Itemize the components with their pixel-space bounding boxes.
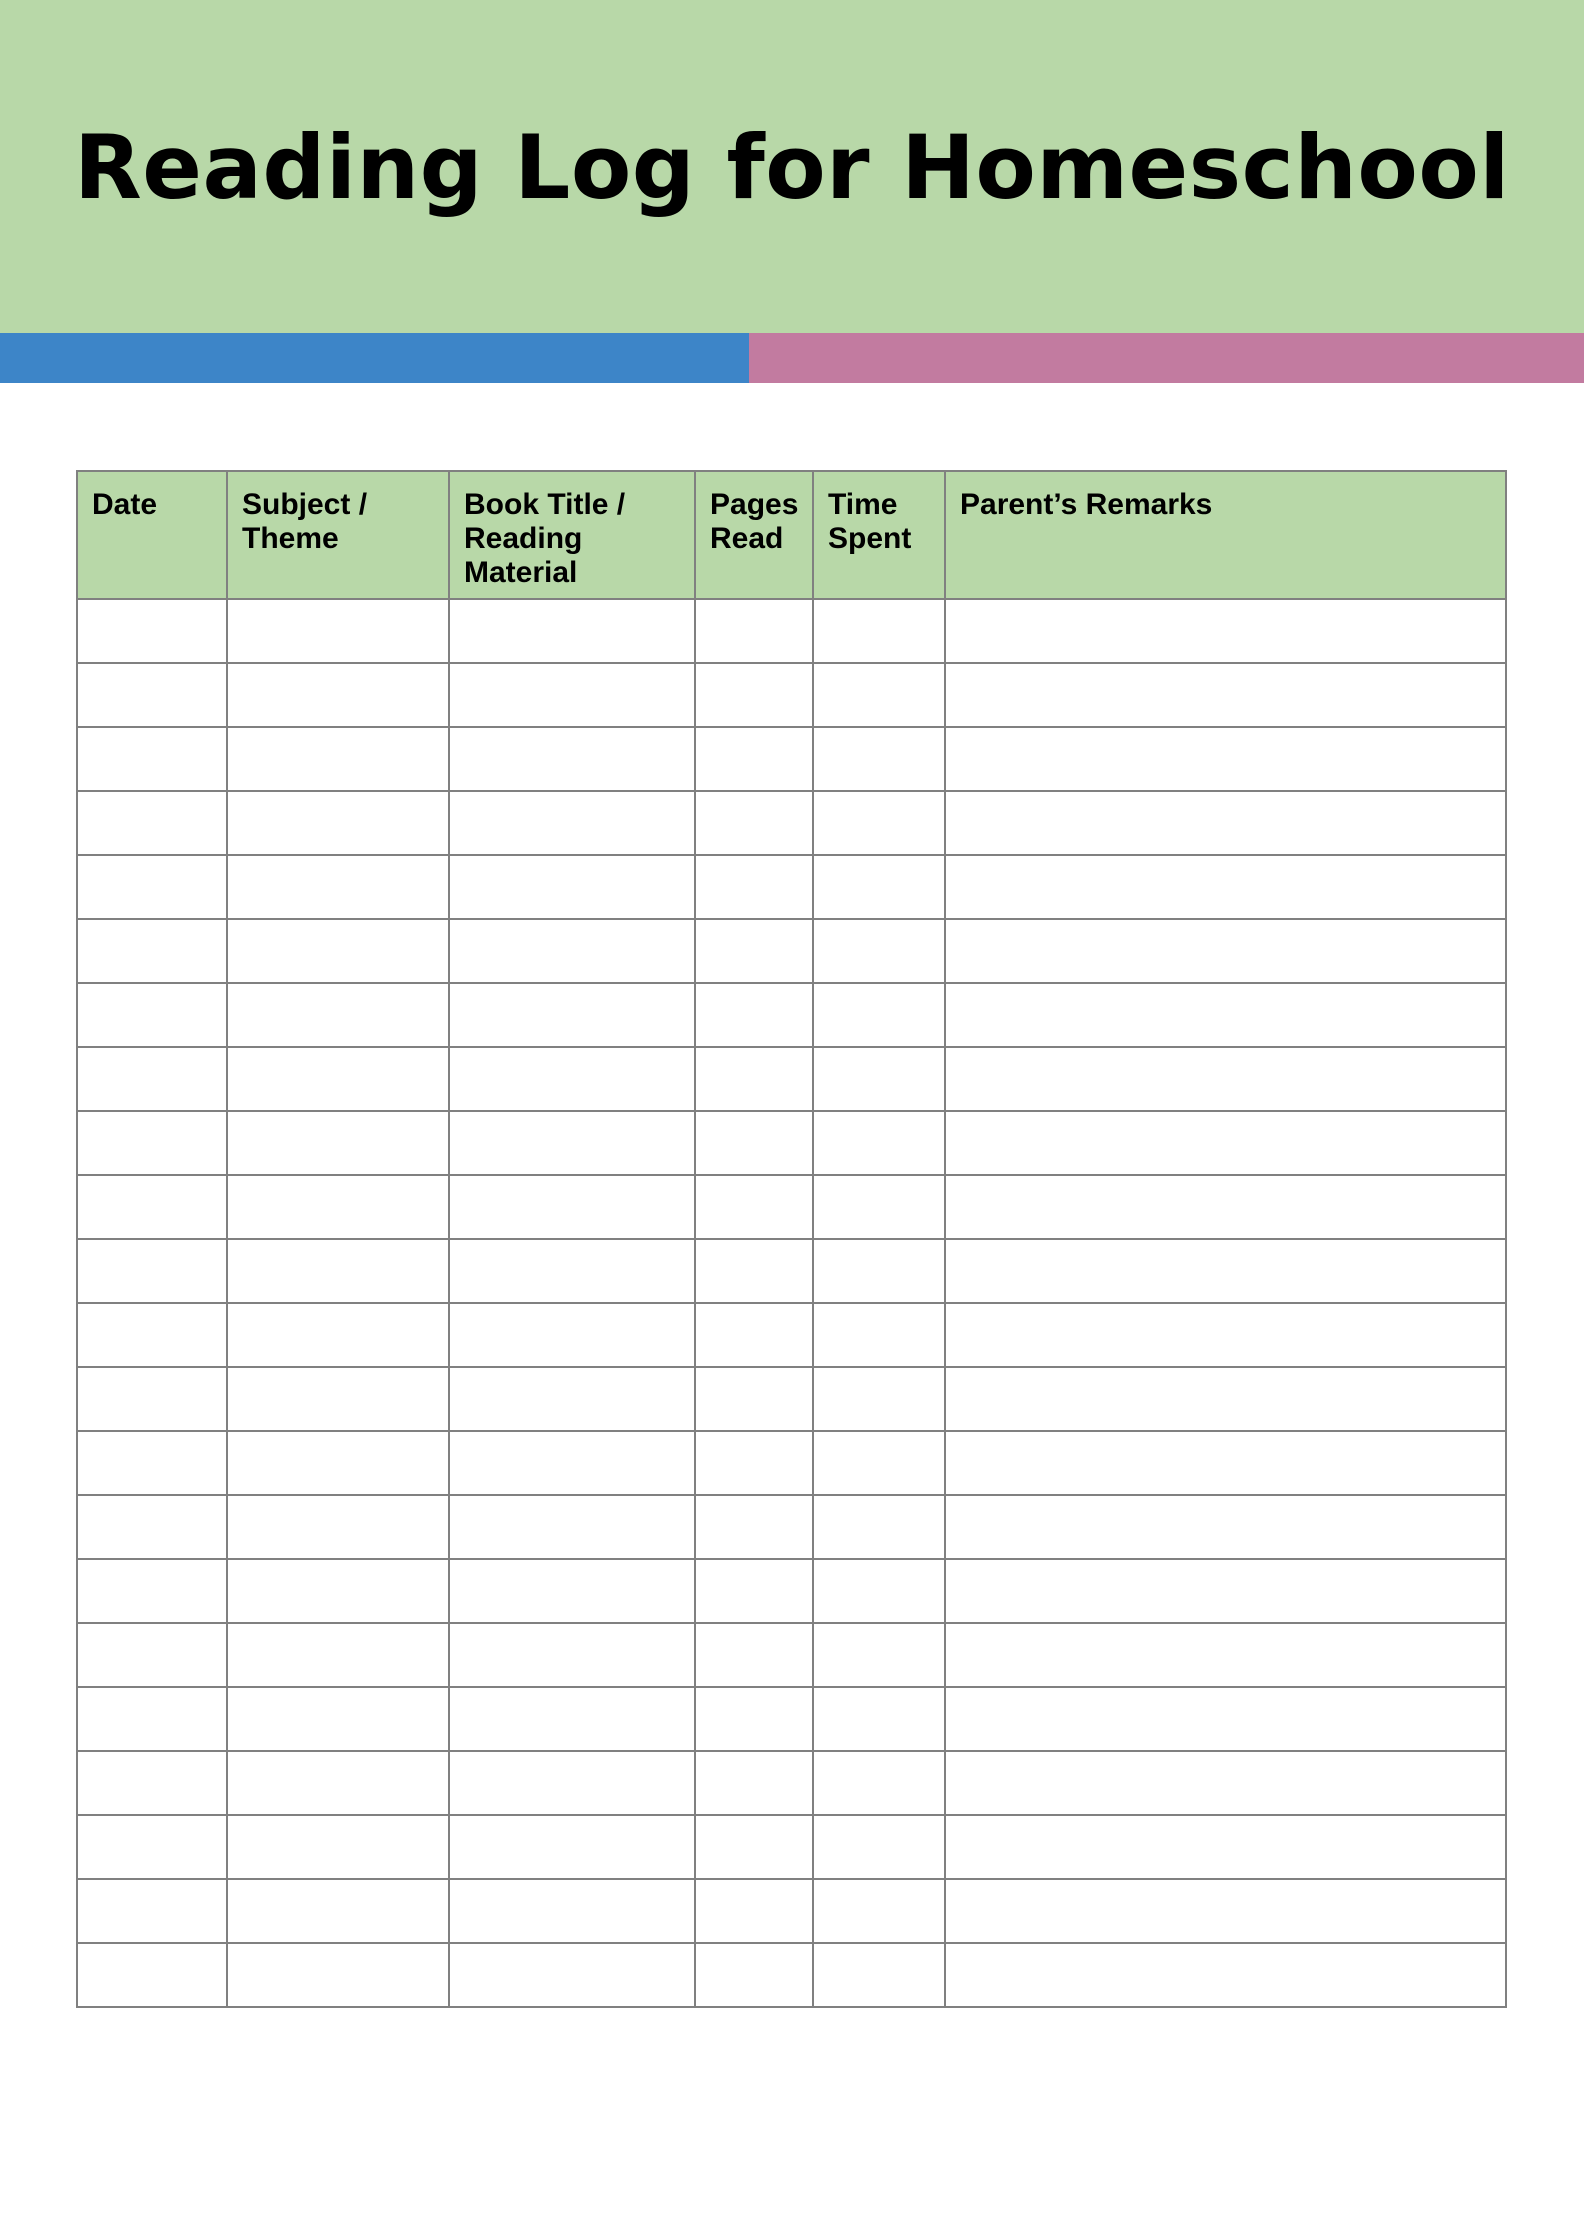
subject-theme-cell[interactable] (227, 1751, 449, 1815)
subject-theme-cell[interactable] (227, 1175, 449, 1239)
parents-remarks-cell[interactable] (945, 1047, 1506, 1111)
parents-remarks-cell[interactable] (945, 791, 1506, 855)
book-title-cell[interactable] (449, 1111, 695, 1175)
time-spent-cell[interactable] (813, 1751, 945, 1815)
parents-remarks-cell[interactable] (945, 919, 1506, 983)
parents-remarks-cell[interactable] (945, 1623, 1506, 1687)
subject-theme-cell[interactable] (227, 1623, 449, 1687)
subject-theme-cell[interactable] (227, 1367, 449, 1431)
table-row (77, 727, 1506, 791)
page-title: Reading Log for Homeschool (74, 116, 1510, 219)
pages-read-cell[interactable] (695, 919, 813, 983)
date-cell[interactable] (77, 1687, 227, 1751)
parents-remarks-cell[interactable] (945, 1687, 1506, 1751)
pages-read-cell[interactable] (695, 1303, 813, 1367)
table-row (77, 855, 1506, 919)
time-spent-cell[interactable] (813, 1431, 945, 1495)
time-spent-cell[interactable] (813, 1687, 945, 1751)
date-cell[interactable] (77, 1879, 227, 1943)
book-title-cell[interactable] (449, 1367, 695, 1431)
subject-theme-cell[interactable] (227, 1431, 449, 1495)
book-title-cell[interactable] (449, 1815, 695, 1879)
subject-theme-cell[interactable] (227, 1943, 449, 2007)
subject-theme-cell[interactable] (227, 1239, 449, 1303)
table-row (77, 1431, 1506, 1495)
pages-read-cell[interactable] (695, 1175, 813, 1239)
subject-theme-cell[interactable] (227, 855, 449, 919)
parents-remarks-cell[interactable] (945, 983, 1506, 1047)
table-row (77, 1559, 1506, 1623)
time-spent-cell[interactable] (813, 1175, 945, 1239)
parents-remarks-cell[interactable] (945, 1943, 1506, 2007)
book-title-cell[interactable] (449, 599, 695, 663)
parents-remarks-cell[interactable] (945, 855, 1506, 919)
parents-remarks-cell[interactable] (945, 1239, 1506, 1303)
table-row (77, 1815, 1506, 1879)
table-row (77, 663, 1506, 727)
parents-remarks-cell[interactable] (945, 1175, 1506, 1239)
date-cell[interactable] (77, 1495, 227, 1559)
subject-theme-cell[interactable] (227, 1879, 449, 1943)
time-spent-cell[interactable] (813, 1367, 945, 1431)
column-header-subject-theme: Subject / Theme (227, 471, 449, 599)
book-title-cell[interactable] (449, 1431, 695, 1495)
parents-remarks-cell[interactable] (945, 1303, 1506, 1367)
book-title-cell[interactable] (449, 1047, 695, 1111)
time-spent-cell[interactable] (813, 727, 945, 791)
table-row (77, 791, 1506, 855)
time-spent-cell[interactable] (813, 1623, 945, 1687)
time-spent-cell[interactable] (813, 663, 945, 727)
book-title-cell[interactable] (449, 1495, 695, 1559)
pages-read-cell[interactable] (695, 663, 813, 727)
parents-remarks-cell[interactable] (945, 599, 1506, 663)
subject-theme-cell[interactable] (227, 663, 449, 727)
time-spent-cell[interactable] (813, 1111, 945, 1175)
date-cell[interactable] (77, 1431, 227, 1495)
subject-theme-cell[interactable] (227, 1687, 449, 1751)
book-title-cell[interactable] (449, 1943, 695, 2007)
date-cell[interactable] (77, 1559, 227, 1623)
table-row (77, 1175, 1506, 1239)
time-spent-cell[interactable] (813, 791, 945, 855)
book-title-cell[interactable] (449, 1623, 695, 1687)
accent-stripe-pink (749, 333, 1584, 383)
date-cell[interactable] (77, 1047, 227, 1111)
subject-theme-cell[interactable] (227, 919, 449, 983)
parents-remarks-cell[interactable] (945, 727, 1506, 791)
book-title-cell[interactable] (449, 1687, 695, 1751)
time-spent-cell[interactable] (813, 1815, 945, 1879)
time-spent-cell[interactable] (813, 919, 945, 983)
date-cell[interactable] (77, 855, 227, 919)
table-row (77, 1623, 1506, 1687)
accent-stripe-blue (0, 333, 749, 383)
pages-read-cell[interactable] (695, 727, 813, 791)
pages-read-cell[interactable] (695, 791, 813, 855)
pages-read-cell[interactable] (695, 1687, 813, 1751)
parents-remarks-cell[interactable] (945, 1431, 1506, 1495)
subject-theme-cell[interactable] (227, 1495, 449, 1559)
time-spent-cell[interactable] (813, 1303, 945, 1367)
pages-read-cell[interactable] (695, 1047, 813, 1111)
table-row (77, 1239, 1506, 1303)
pages-read-cell[interactable] (695, 1879, 813, 1943)
pages-read-cell[interactable] (695, 1751, 813, 1815)
time-spent-cell[interactable] (813, 1943, 945, 2007)
time-spent-cell[interactable] (813, 1495, 945, 1559)
header-band (0, 0, 1584, 333)
time-spent-cell[interactable] (813, 855, 945, 919)
pages-read-cell[interactable] (695, 599, 813, 663)
book-title-cell[interactable] (449, 919, 695, 983)
table-row (77, 1943, 1506, 2007)
pages-read-cell[interactable] (695, 1623, 813, 1687)
date-cell[interactable] (77, 1367, 227, 1431)
book-title-cell[interactable] (449, 727, 695, 791)
book-title-cell[interactable] (449, 855, 695, 919)
pages-read-cell[interactable] (695, 1495, 813, 1559)
book-title-cell[interactable] (449, 1751, 695, 1815)
date-cell[interactable] (77, 791, 227, 855)
date-cell[interactable] (77, 1175, 227, 1239)
subject-theme-cell[interactable] (227, 727, 449, 791)
reading-log-table (76, 470, 1507, 2008)
subject-theme-cell[interactable] (227, 1303, 449, 1367)
table-row (77, 1495, 1506, 1559)
column-header-pages-read: Pages Read (695, 471, 813, 599)
subject-theme-cell[interactable] (227, 599, 449, 663)
pages-read-cell[interactable] (695, 855, 813, 919)
pages-read-cell[interactable] (695, 1111, 813, 1175)
pages-read-cell[interactable] (695, 1431, 813, 1495)
column-header-time-spent: Time Spent (813, 471, 945, 599)
date-cell[interactable] (77, 663, 227, 727)
time-spent-cell[interactable] (813, 1047, 945, 1111)
date-cell[interactable] (77, 1239, 227, 1303)
table-header-row (77, 471, 1506, 599)
time-spent-cell[interactable] (813, 1879, 945, 1943)
table-row (77, 983, 1506, 1047)
subject-theme-cell[interactable] (227, 791, 449, 855)
date-cell[interactable] (77, 919, 227, 983)
date-cell[interactable] (77, 1815, 227, 1879)
table-row (77, 1751, 1506, 1815)
column-header-date: Date (77, 471, 227, 599)
time-spent-cell[interactable] (813, 1559, 945, 1623)
subject-theme-cell[interactable] (227, 1111, 449, 1175)
parents-remarks-cell[interactable] (945, 1495, 1506, 1559)
parents-remarks-cell[interactable] (945, 1751, 1506, 1815)
book-title-cell[interactable] (449, 1879, 695, 1943)
book-title-cell[interactable] (449, 1239, 695, 1303)
book-title-cell[interactable] (449, 663, 695, 727)
time-spent-cell[interactable] (813, 1239, 945, 1303)
subject-theme-cell[interactable] (227, 1047, 449, 1111)
book-title-cell[interactable] (449, 1303, 695, 1367)
date-cell[interactable] (77, 727, 227, 791)
table-row (77, 1687, 1506, 1751)
table-body (77, 599, 1506, 2007)
table-row (77, 1879, 1506, 1943)
pages-read-cell[interactable] (695, 1559, 813, 1623)
subject-theme-cell[interactable] (227, 1815, 449, 1879)
book-title-cell[interactable] (449, 791, 695, 855)
date-cell[interactable] (77, 983, 227, 1047)
table-row (77, 1111, 1506, 1175)
subject-theme-cell[interactable] (227, 1559, 449, 1623)
table-row (77, 1303, 1506, 1367)
date-cell[interactable] (77, 599, 227, 663)
table-row (77, 1367, 1506, 1431)
parents-remarks-cell[interactable] (945, 1367, 1506, 1431)
parents-remarks-cell[interactable] (945, 1111, 1506, 1175)
pages-read-cell[interactable] (695, 1239, 813, 1303)
pages-read-cell[interactable] (695, 1367, 813, 1431)
table-row (77, 1047, 1506, 1111)
table-row (77, 919, 1506, 983)
time-spent-cell[interactable] (813, 599, 945, 663)
book-title-cell[interactable] (449, 1175, 695, 1239)
pages-read-cell[interactable] (695, 983, 813, 1047)
pages-read-cell[interactable] (695, 1943, 813, 2007)
parents-remarks-cell[interactable] (945, 1815, 1506, 1879)
date-cell[interactable] (77, 1303, 227, 1367)
table-row (77, 599, 1506, 663)
time-spent-cell[interactable] (813, 983, 945, 1047)
parents-remarks-cell[interactable] (945, 1879, 1506, 1943)
date-cell[interactable] (77, 1751, 227, 1815)
parents-remarks-cell[interactable] (945, 1559, 1506, 1623)
book-title-cell[interactable] (449, 983, 695, 1047)
pages-read-cell[interactable] (695, 1815, 813, 1879)
column-header-parents-remarks: Parent’s Remarks (945, 471, 1506, 599)
parents-remarks-cell[interactable] (945, 663, 1506, 727)
subject-theme-cell[interactable] (227, 983, 449, 1047)
date-cell[interactable] (77, 1943, 227, 2007)
date-cell[interactable] (77, 1623, 227, 1687)
column-header-book-title: Book Title / Reading Material (449, 471, 695, 599)
book-title-cell[interactable] (449, 1559, 695, 1623)
date-cell[interactable] (77, 1111, 227, 1175)
